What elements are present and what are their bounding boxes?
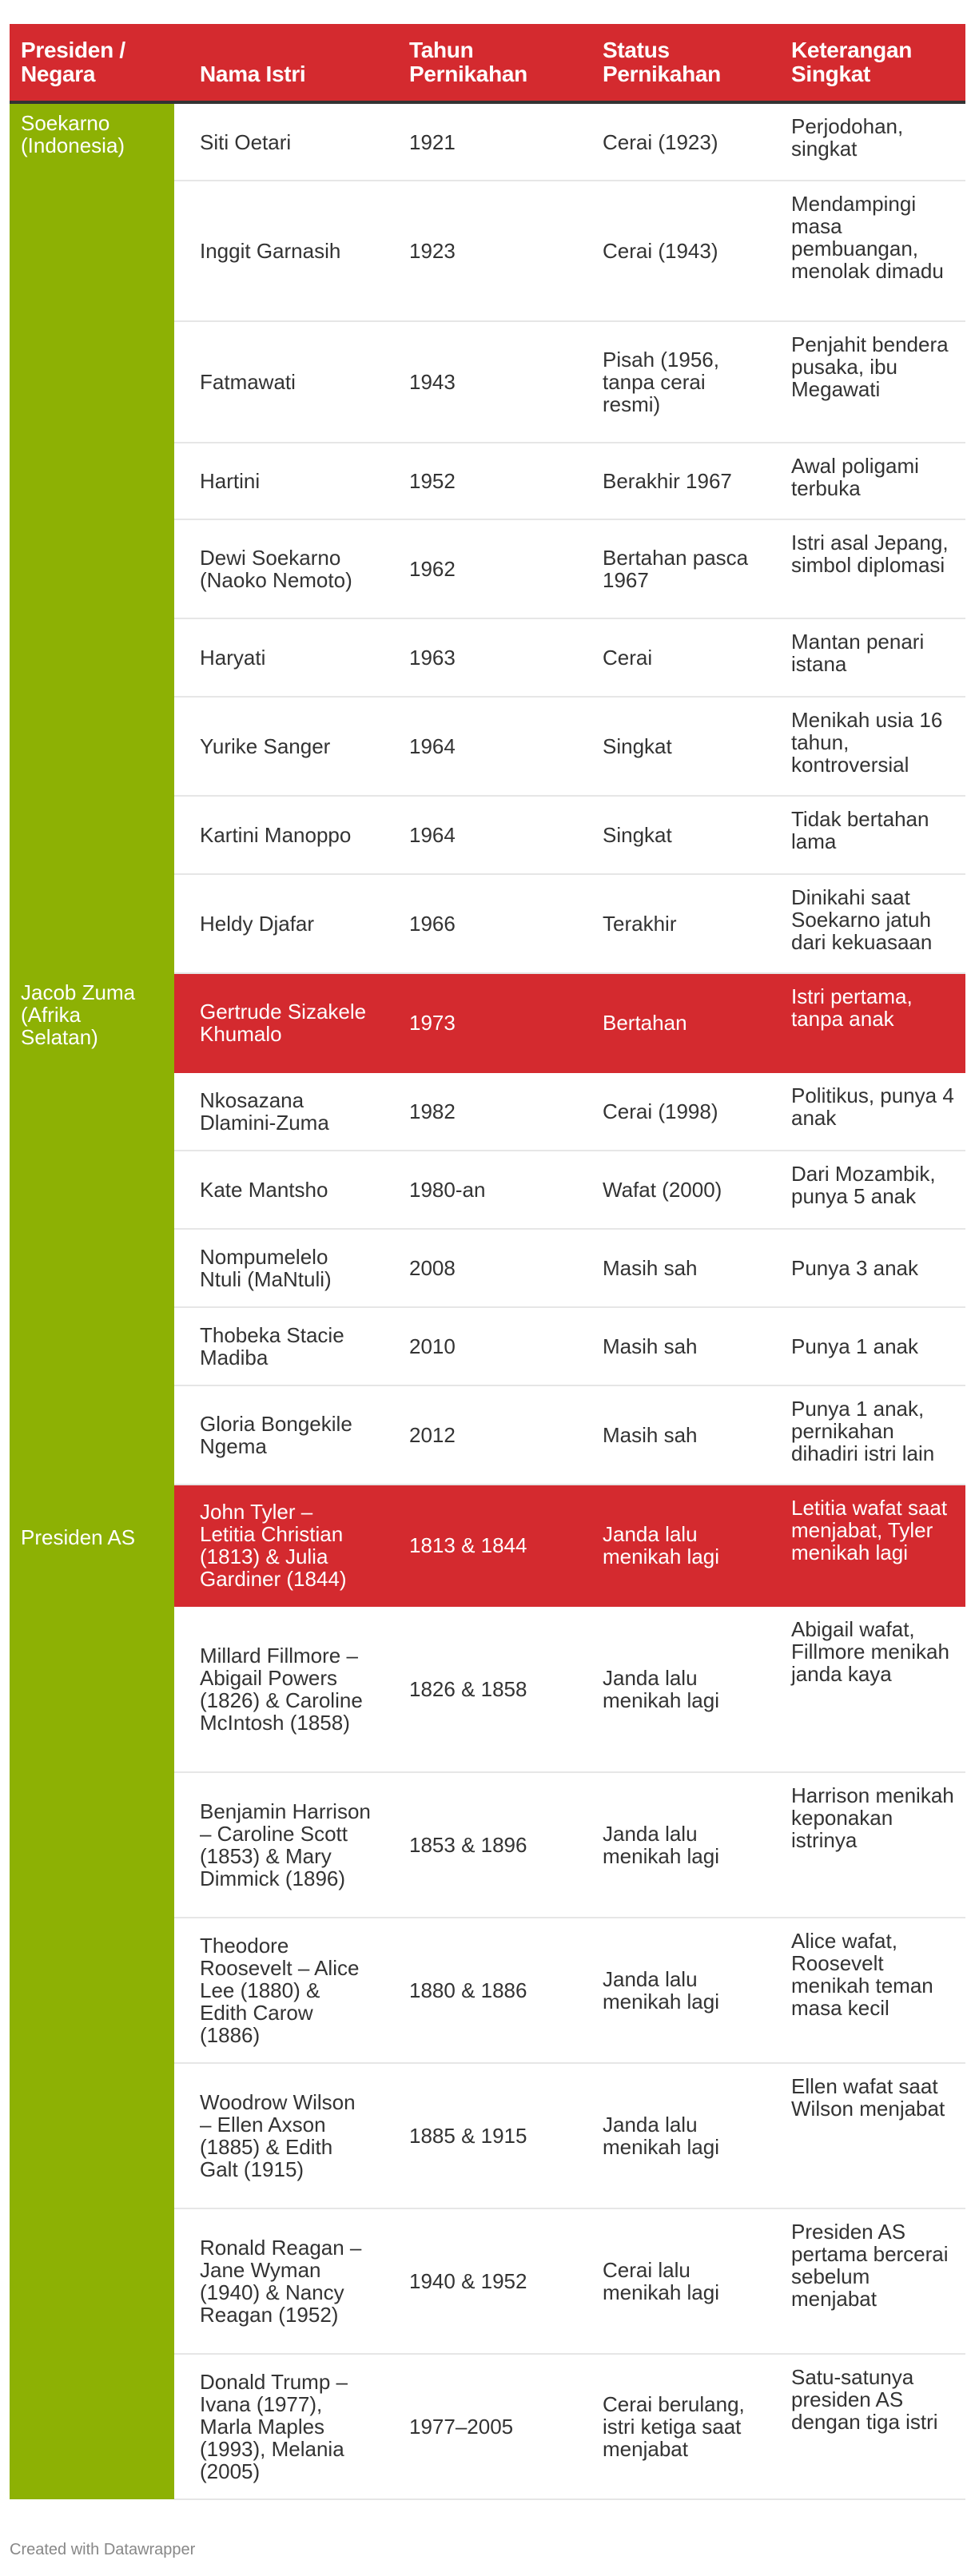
note-cell: Mantan penari istana	[770, 618, 965, 697]
status-cell: Bertahan	[577, 973, 770, 1072]
year-cell: 1980-an	[384, 1151, 577, 1229]
note-cell: Awal poligami terbuka	[770, 443, 965, 519]
note-cell: Letitia wafat saat menjabat, Tyler menikah lagi	[770, 1485, 965, 1606]
status-cell: Singkat	[577, 697, 770, 796]
status-cell: Masih sah	[577, 1229, 770, 1307]
status-cell: Cerai lalu menikah lagi	[577, 2208, 770, 2354]
status-cell: Janda lalu menikah lagi	[577, 1772, 770, 1918]
wife-cell: Gloria Bongekile Ngema	[174, 1385, 384, 1485]
table-row-highlight	[10, 1485, 965, 1606]
status-cell: Pisah (1956, tanpa cerai resmi)	[577, 321, 770, 443]
header-wife[interactable]: Nama Istri	[174, 24, 384, 102]
status-cell: Janda lalu menikah lagi	[577, 1918, 770, 2063]
status-cell: Berakhir 1967	[577, 443, 770, 519]
status-cell: Cerai (1923)	[577, 102, 770, 181]
status-cell: Masih sah	[577, 1307, 770, 1385]
wife-cell: Hartini	[174, 443, 384, 519]
wife-cell: Heldy Djafar	[174, 874, 384, 973]
year-cell: 1964	[384, 697, 577, 796]
wife-cell: Millard Fillmore – Abigail Powers (1826) & Caroline McIntosh (1858)	[174, 1606, 384, 1772]
status-cell: Singkat	[577, 796, 770, 874]
note-cell: Tidak bertahan lama	[770, 796, 965, 874]
note-cell: Punya 1 anak, pernikahan dihadiri istri lain	[770, 1385, 965, 1485]
year-cell: 1977–2005	[384, 2354, 577, 2499]
year-cell: 1940 & 1952	[384, 2208, 577, 2354]
note-cell: Harrison menikah keponakan istrinya	[770, 1772, 965, 1918]
year-cell: 1880 & 1886	[384, 1918, 577, 2063]
note-cell: Perjodohan, singkat	[770, 102, 965, 181]
header-status[interactable]: Status Pernikahan	[577, 24, 770, 102]
year-cell: 2010	[384, 1307, 577, 1385]
note-cell: Abigail wafat, Fillmore menikah janda kaya	[770, 1606, 965, 1772]
wife-cell: Yurike Sanger	[174, 697, 384, 796]
year-cell: 1826 & 1858	[384, 1606, 577, 1772]
wife-cell: John Tyler – Letitia Christian (1813) & Julia Gardiner (1844)	[174, 1485, 384, 1606]
wife-cell: Dewi Soekarno (Naoko Nemoto)	[174, 519, 384, 618]
year-cell: 1964	[384, 796, 577, 874]
footer-credit[interactable]: Created with Datawrapper	[10, 2541, 196, 2558]
note-cell: Punya 1 anak	[770, 1307, 965, 1385]
wife-cell: Woodrow Wilson – Ellen Axson (1885) & Edith Galt (1915)	[174, 2063, 384, 2208]
country-cell: Soekarno (Indonesia)	[10, 102, 174, 973]
note-cell: Politikus, punya 4 anak	[770, 1072, 965, 1151]
status-cell: Cerai (1943)	[577, 181, 770, 321]
wife-cell: Kartini Manoppo	[174, 796, 384, 874]
note-cell: Penjahit bendera pusaka, ibu Megawati	[770, 321, 965, 443]
wife-cell: Kate Mantsho	[174, 1151, 384, 1229]
wife-cell: Haryati	[174, 618, 384, 697]
wife-cell: Nkosazana Dlamini-Zuma	[174, 1072, 384, 1151]
table-row-highlight	[10, 973, 965, 1072]
status-cell: Bertahan pasca 1967	[577, 519, 770, 618]
wife-cell: Nompumelelo Ntuli (MaNtuli)	[174, 1229, 384, 1307]
year-cell: 1923	[384, 181, 577, 321]
note-cell: Menikah usia 16 tahun, kontroversial	[770, 697, 965, 796]
header-president[interactable]: Presiden / Negara	[10, 24, 174, 102]
year-cell: 1962	[384, 519, 577, 618]
year-cell: 1982	[384, 1072, 577, 1151]
note-cell: Dinikahi saat Soekarno jatuh dari kekuasaan	[770, 874, 965, 973]
year-cell: 1963	[384, 618, 577, 697]
wife-cell: Inggit Garnasih	[174, 181, 384, 321]
note-cell: Presiden AS pertama bercerai sebelum menjabat	[770, 2208, 965, 2354]
year-cell: 2012	[384, 1385, 577, 1485]
year-cell: 2008	[384, 1229, 577, 1307]
year-cell: 1853 & 1896	[384, 1772, 577, 1918]
year-cell: 1813 & 1844	[384, 1485, 577, 1606]
year-cell: 1885 & 1915	[384, 2063, 577, 2208]
year-cell: 1952	[384, 443, 577, 519]
note-cell: Dari Mozambik, punya 5 anak	[770, 1151, 965, 1229]
note-cell: Istri pertama, tanpa anak	[770, 973, 965, 1072]
wife-cell: Theodore Roosevelt – Alice Lee (1880) & Edith Carow (1886)	[174, 1918, 384, 2063]
year-cell: 1966	[384, 874, 577, 973]
status-cell: Wafat (2000)	[577, 1151, 770, 1229]
status-cell: Terakhir	[577, 874, 770, 973]
note-cell: Mendampingi masa pembuangan, menolak dimadu	[770, 181, 965, 321]
status-cell: Cerai (1998)	[577, 1072, 770, 1151]
status-cell: Janda lalu menikah lagi	[577, 1606, 770, 1772]
wife-cell: Siti Oetari	[174, 102, 384, 181]
wife-cell: Fatmawati	[174, 321, 384, 443]
marriage-table	[10, 24, 965, 2500]
note-cell: Alice wafat, Roosevelt menikah teman masa kecil	[770, 1918, 965, 2063]
note-cell: Punya 3 anak	[770, 1229, 965, 1307]
note-cell: Istri asal Jepang, simbol diplomasi	[770, 519, 965, 618]
status-cell: Masih sah	[577, 1385, 770, 1485]
year-cell: 1973	[384, 973, 577, 1072]
status-cell: Janda lalu menikah lagi	[577, 1485, 770, 1606]
wife-cell: Donald Trump – Ivana (1977), Marla Maples (1993), Melania (2005)	[174, 2354, 384, 2499]
year-cell: 1943	[384, 321, 577, 443]
status-cell: Janda lalu menikah lagi	[577, 2063, 770, 2208]
status-cell: Cerai	[577, 618, 770, 697]
wife-cell: Thobeka Stacie Madiba	[174, 1307, 384, 1385]
wife-cell: Gertrude Sizakele Khumalo	[174, 973, 384, 1072]
year-cell: 1921	[384, 102, 577, 181]
header-year[interactable]: Tahun Pernikahan	[384, 24, 577, 102]
country-cell: Presiden AS	[10, 1485, 174, 2499]
wife-cell: Ronald Reagan – Jane Wyman (1940) & Nancy Reagan (1952)	[174, 2208, 384, 2354]
country-cell: Jacob Zuma (Afrika Selatan)	[10, 973, 174, 1485]
table-row	[10, 102, 965, 181]
header-row	[10, 24, 965, 102]
wife-cell: Benjamin Harrison – Caroline Scott (1853) & Mary Dimmick (1896)	[174, 1772, 384, 1918]
note-cell: Satu-satunya presiden AS dengan tiga istri	[770, 2354, 965, 2499]
status-cell: Cerai berulang, istri ketiga saat menjabat	[577, 2354, 770, 2499]
note-cell: Ellen wafat saat Wilson menjabat	[770, 2063, 965, 2208]
header-note[interactable]: Keterangan Singkat	[770, 24, 965, 102]
